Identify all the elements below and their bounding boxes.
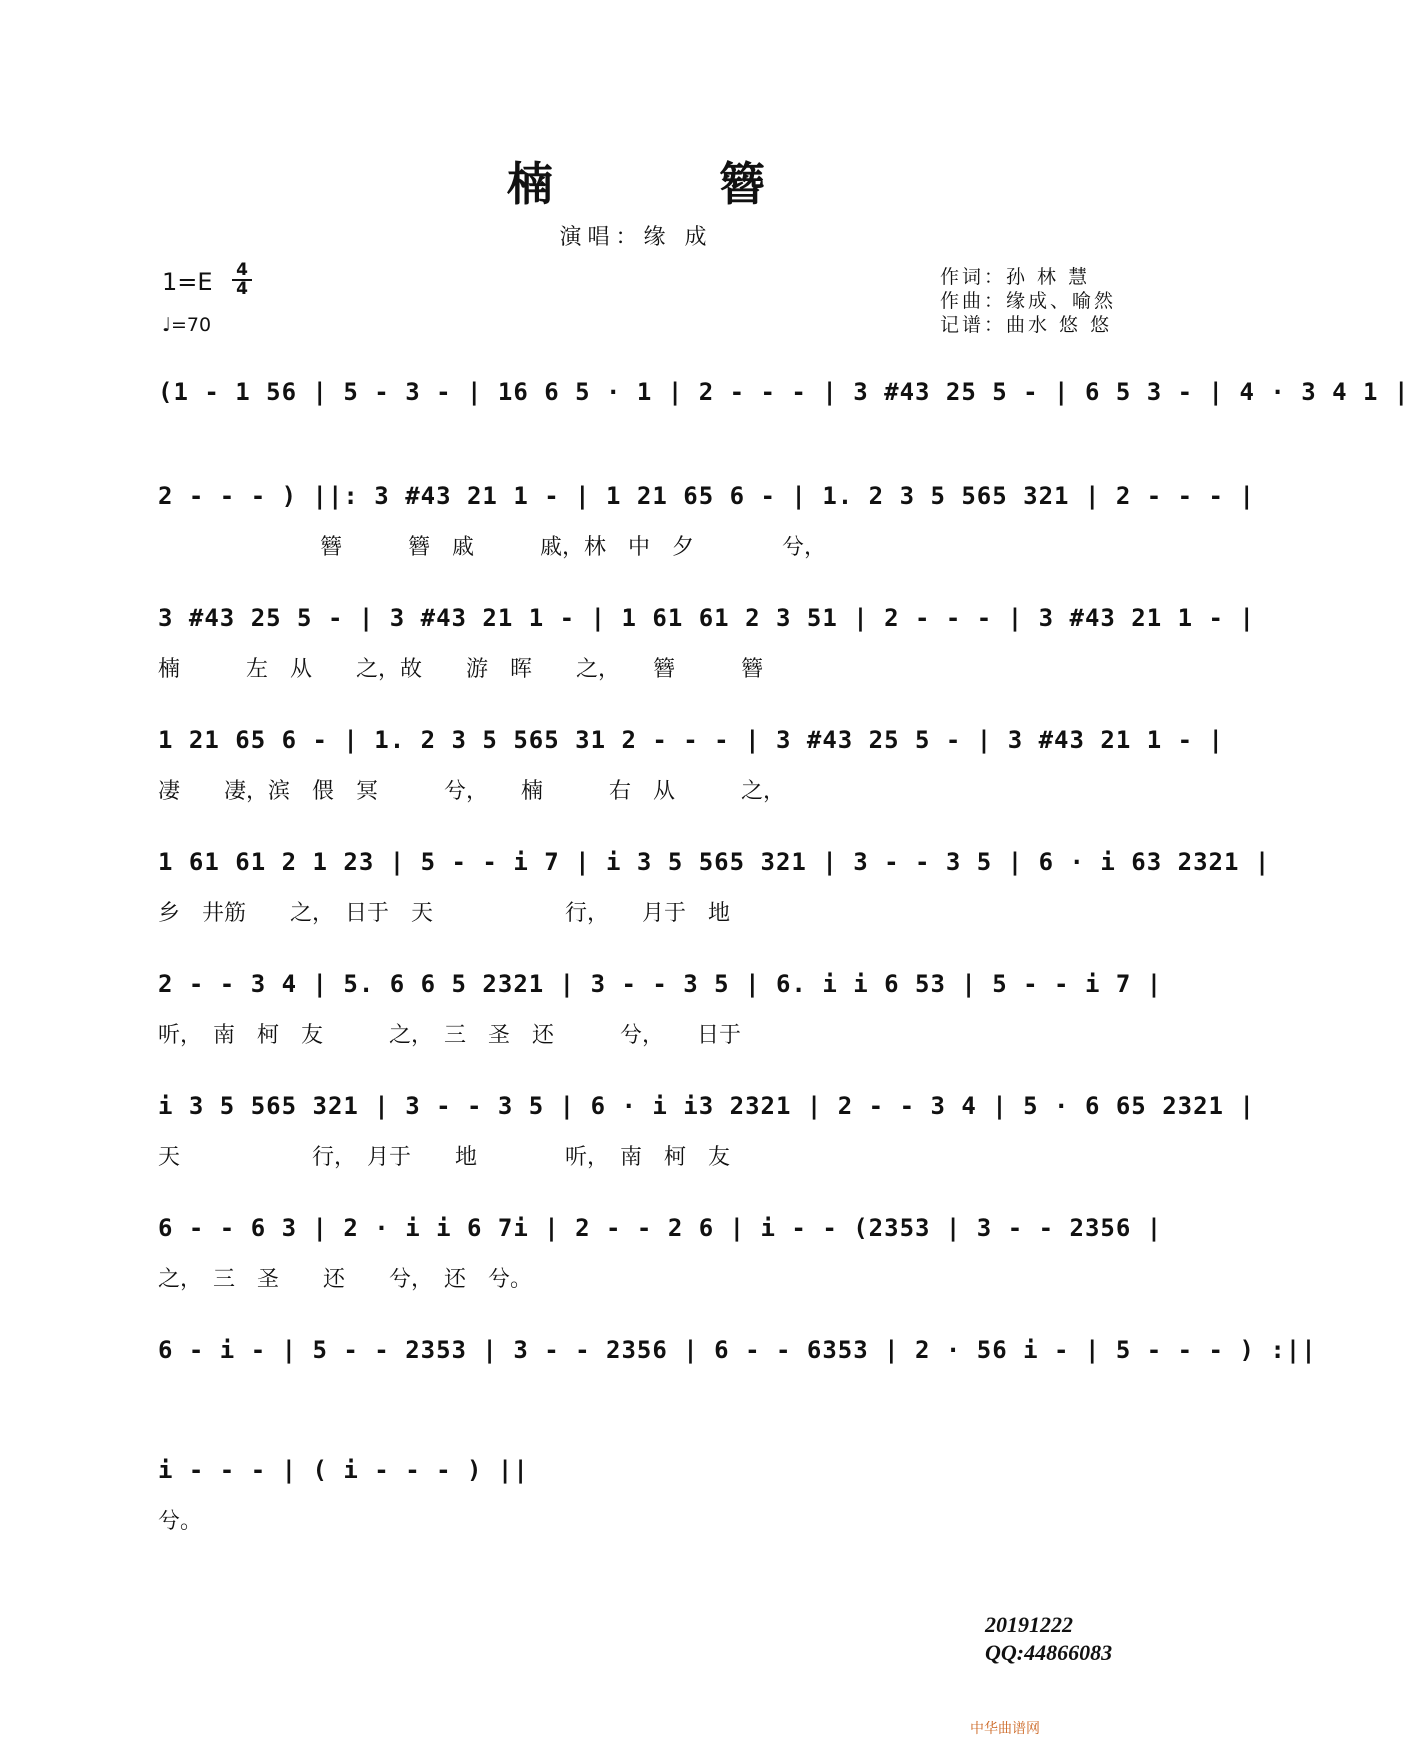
notation-line-1: (1 - 1 56 | 5 - 3 - | 16 6 5 · 1 | 2 - - - | 3 #43 25 5 - | 6 5 3 - | 4 · 3 4 1 | — [158, 378, 1409, 406]
tempo-marking: ♩=70 — [162, 314, 212, 336]
notation-line-2: 2 - - - ) ||: 3 #43 21 1 - | 1 21 65 6 - | 1. 2 3 5 565 321 | 2 - - - | — [158, 482, 1255, 510]
lyric-line-8: 之， 三 圣 还 兮， 还 兮。 — [158, 1267, 533, 1292]
lyric-line-10: 兮。 — [158, 1509, 203, 1534]
site-watermark: 中华曲谱网 — [970, 1721, 1040, 1737]
lyric-line-3: 楠 左 从 之，故 游 晖 之， 簪 簪 — [158, 657, 764, 682]
notation-line-5: 1 61 61 2 1 23 | 5 - - i 7 | i 3 5 565 321 | 3 - - 3 5 | 6 · i 63 2321 | — [158, 848, 1271, 876]
singer-credit: 演唱：缘 成 — [559, 225, 713, 250]
lyric-line-4: 凄 凄，滨 偎 冥 兮， 楠 右 从 之， — [158, 779, 786, 804]
time-signature-numerator: 4 — [232, 262, 252, 281]
notation-line-10: i - - - | ( i - - - ) || — [158, 1456, 529, 1484]
notation-line-7: i 3 5 565 321 | 3 - - 3 5 | 6 · i i3 2321 | 2 - - 3 4 | 5 · 6 65 2321 | — [158, 1092, 1255, 1120]
transcriber-credit: 记谱：曲水 悠 悠 — [940, 314, 1113, 336]
notation-line-8: 6 - - 6 3 | 2 · i i 6 7i | 2 - - 2 6 | i - - (2353 | 3 - - 2356 | — [158, 1214, 1163, 1242]
notation-line-6: 2 - - 3 4 | 5. 6 6 5 2321 | 3 - - 3 5 | 6. i i 6 53 | 5 - - i 7 | — [158, 970, 1163, 998]
score-title: 楠 簪 — [507, 157, 825, 211]
transcription-date: 20191222 — [985, 1612, 1073, 1637]
lyricist-credit: 作词：孙 林 慧 — [940, 266, 1091, 288]
lyric-line-2: 簪 簪 戚 戚，林 中 夕 兮， — [320, 535, 827, 560]
time-signature — [232, 262, 252, 298]
notation-line-3: 3 #43 25 5 - | 3 #43 21 1 - | 1 61 61 2 3 51 | 2 - - - | 3 #43 21 1 - | — [158, 604, 1255, 632]
transcriber-qq: QQ:44866083 — [985, 1640, 1113, 1665]
key-signature: 1=E — [162, 268, 213, 296]
composer-credit: 作曲：缘成、喻然 — [940, 290, 1117, 312]
notation-line-4: 1 21 65 6 - | 1. 2 3 5 565 31 2 - - - | 3 #43 25 5 - | 3 #43 21 1 - | — [158, 726, 1224, 754]
time-signature-denominator: 4 — [236, 279, 248, 299]
lyric-line-7: 天 行， 月于 地 听， 南 柯 友 — [158, 1145, 731, 1170]
lyric-line-6: 听， 南 柯 友 之， 三 圣 还 兮， 日于 — [158, 1023, 742, 1048]
notation-line-9: 6 - i - | 5 - - 2353 | 3 - - 2356 | 6 - - 6353 | 2 · 56 i - | 5 - - - ) :|| — [158, 1336, 1317, 1364]
lyric-line-5: 乡 井筋 之， 日于 天 行， 月于 地 — [158, 901, 731, 926]
